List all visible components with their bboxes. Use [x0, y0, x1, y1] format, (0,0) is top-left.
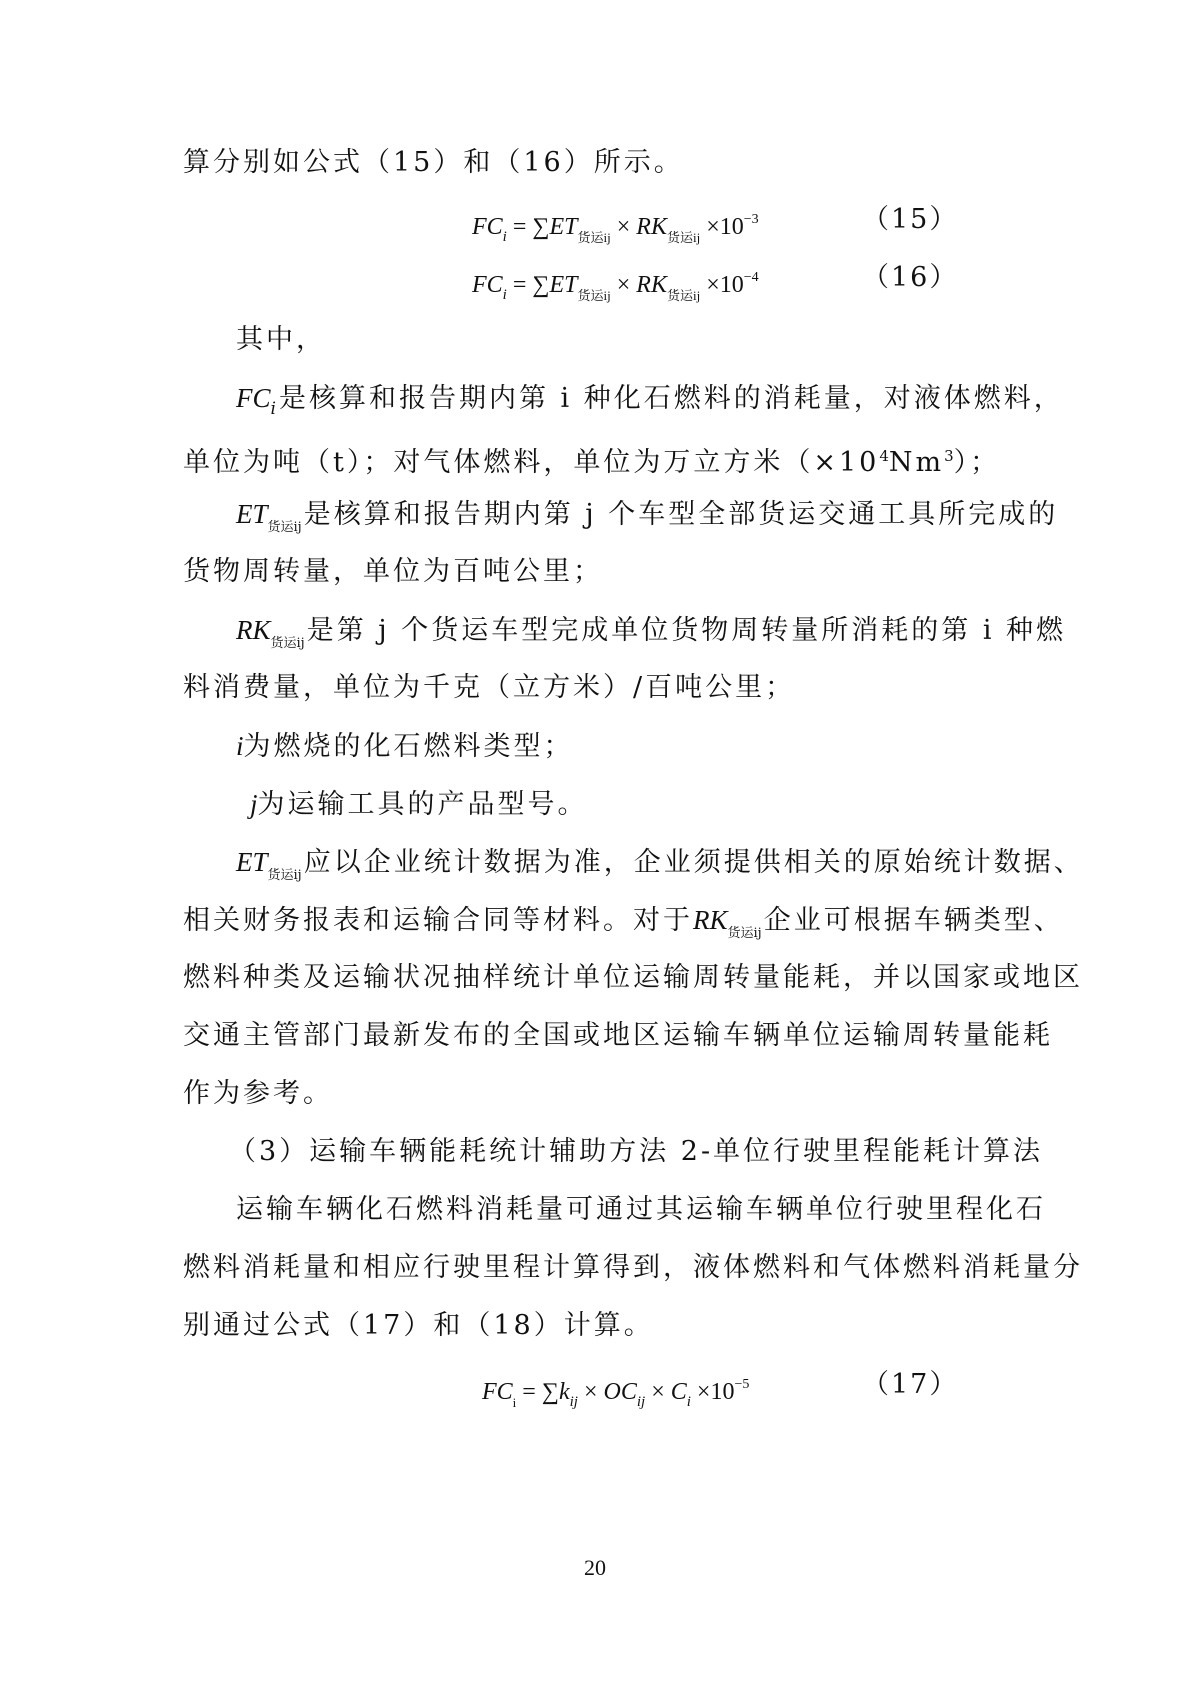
- page-number: 20: [584, 1555, 606, 1580]
- paragraph-line: $RK_{货运ij}$是第 j 个货运车型完成单位货物周转量所消耗的第 i 种燃: [236, 615, 1067, 651]
- paragraph-line: $ET_{货运ij}$是核算和报告期内第 j 个车型全部货运交通工具所完成的: [236, 499, 1059, 535]
- variable-symbol: RK: [693, 905, 728, 935]
- paragraph-line: 燃料种类及运输状况抽样统计单位运输周转量能耗，并以国家或地区: [183, 962, 1083, 993]
- equation-number-17: （17）: [862, 1369, 959, 1400]
- section-heading: （3）运输车辆能耗统计辅助方法 2-单位行驶里程能耗计算法: [229, 1136, 1044, 1167]
- variable-symbol: j: [250, 789, 258, 819]
- variable-symbol: RK: [236, 615, 271, 645]
- paragraph-line: i为燃烧的化石燃料类型；: [236, 731, 574, 762]
- paragraph-line: 料消费量，单位为千克（立方米）/百吨公里；: [183, 672, 796, 703]
- variable-symbol: FC: [236, 383, 271, 413]
- paragraph-line: 别通过公式（17）和（18）计算。: [183, 1310, 654, 1341]
- paragraph-line: 作为参考。: [183, 1078, 333, 1109]
- paragraph-line: $FC_i$ 是核算和报告期内第 i 种化石燃料的消耗量，对液体燃料，: [236, 383, 1064, 419]
- formula-16: $FC_i = \sum ET_{货运ij} \times RK_{货运ij} \times 10^{-4}$: [472, 270, 759, 303]
- formula-17: $FC_i = \sum k_{ij} \times OC_{ij} \times C_i \times 10^{-5}$: [482, 1377, 750, 1410]
- paragraph-line: $ET_{货运ij}$应以企业统计数据为准，企业须提供相关的原始统计数据、: [236, 847, 1084, 883]
- paragraph-line: 运输车辆化石燃料消耗量可通过其运输车辆单位行驶里程化石: [236, 1194, 1046, 1225]
- paragraph-line: 相关财务报表和运输合同等材料。对于$RK_{货运ij}$企业可根据车辆类型、: [183, 905, 1064, 941]
- variable-symbol: i: [236, 731, 244, 761]
- equation-number-15: （15）: [862, 204, 959, 235]
- equation-number-16: （16）: [862, 262, 959, 293]
- paragraph-line: 其中，: [236, 324, 326, 355]
- variable-symbol: ET: [236, 499, 268, 529]
- paragraph-line: 燃料消耗量和相应行驶里程计算得到，液体燃料和气体燃料消耗量分: [183, 1252, 1083, 1283]
- formula-15: $FC_i = \sum ET_{货运ij} \times RK_{货运ij} \times 10^{-3}$: [472, 212, 759, 245]
- paragraph-line: 算分别如公式（15）和（16）所示。: [183, 147, 684, 178]
- paragraph-line: 交通主管部门最新发布的全国或地区运输车辆单位运输周转量能耗: [183, 1020, 1053, 1051]
- paragraph-line: 单位为吨（t）；对气体燃料，单位为万立方米$(\times 10^4Nm^3)$；: [183, 447, 1001, 478]
- variable-symbol: ET: [236, 847, 268, 877]
- paragraph-line: 货物周转量，单位为百吨公里；: [183, 556, 603, 587]
- paragraph-line: j为运输工具的产品型号。: [250, 789, 588, 820]
